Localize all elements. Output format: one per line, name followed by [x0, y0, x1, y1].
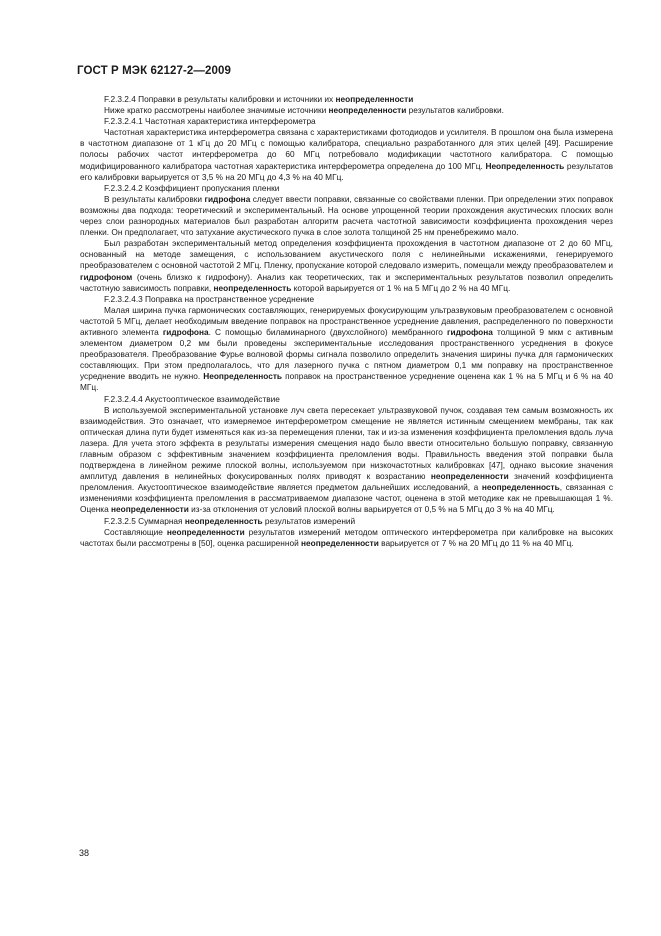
text-run: Малая ширина пучка гармонических составляющих, генерируемых фокусирующим ультразвуковым преобразователем с основной частотой 5 МГц, делает необходимым введение поправок на пространственное усреднение давления, распределенного по поверхности активного элемента: [80, 304, 613, 337]
text-run: которой варьируется от 1 % на 5 МГц до 2 % на 40 МГц.: [291, 282, 511, 293]
paragraph: [80, 305, 613, 394]
paragraph: [80, 405, 613, 516]
text-run: значений коэффициента преломления. Акустооптическое взаимодействие является предметом дальнейших исследований, а: [80, 471, 613, 493]
text-run: . С помощью биламинарного (двухслойного) мембранного: [208, 326, 448, 337]
bold-term: Неопределенность: [203, 371, 283, 382]
bold-term: гидрофона: [204, 193, 251, 204]
text-run: , связанная с изменениями коэффициента преломления в рассматриваемом диапазоне частот, оценена в этой методике как не превышающая 1 %. Оценка: [80, 482, 613, 515]
section-heading: [80, 516, 613, 527]
section-heading: [80, 183, 613, 194]
text-run: Составляющие: [104, 526, 167, 537]
text-run: Частотная характеристика интерферометра связана с характеристиками фотодиодов и усилителя. В прошлом она была измерена в частотном диапазоне от 1 кГц до 20 МГц с помощью калибратора, специально разработанного для этих целей [49]. Расширение полосы рабочих частот интерферометра до 60 МГц потребовало модификации частотного калибратора. С помощью модифицированного калибратора частотная характеристика интерферометра определена до 100 МГц.: [80, 127, 613, 171]
text-run: поправок на пространственное усреднение оценена как 1 % на 5 МГц и 6 % на 40 МГц.: [80, 371, 613, 393]
bold-term: неопределенности: [301, 537, 379, 548]
bold-term: неопределенности: [328, 105, 407, 116]
text-run: F.2.3.2.5 Суммарная: [104, 515, 185, 526]
paragraph: [80, 127, 613, 182]
text-run: F.2.3.2.4 Поправки в результаты калибровки и источники их: [104, 94, 336, 104]
text-run: Был разработан экспериментальный метод определения коэффициента прохождения в частотном диапазоне от 2 до 60 МГц, основанный на методе замещения, с использованием акустического поля с нелинейными искажениями, генерируемого преобразователем с основной частотой 2 МГц. Пленку, пропускание которой следовало измерить, помещали между преобразователем и: [80, 238, 613, 271]
text-run: результатов измерений: [262, 515, 356, 526]
text-run: варьируется от 7 % на 20 МГц до 11 % на 40 МГц.: [378, 537, 574, 548]
section-heading: [80, 116, 613, 127]
text-run: результатов калибровки.: [406, 105, 504, 116]
text-run: F.2.3.2.4.2 Коэффициент пропускания пленки: [104, 182, 280, 193]
text-run: из-за отклонения от условий плоской волны варьируется от 0,5 % на 5 МГц до 3 % на 40 МГц.: [188, 504, 555, 515]
bold-term: неопределенности: [335, 94, 414, 104]
paragraph: [80, 194, 613, 238]
text-run: F.2.3.2.4.1 Частотная характеристика интерферометра: [104, 116, 316, 127]
document-body: [80, 94, 613, 549]
section-heading: [80, 394, 613, 405]
bold-term: гидрофоном: [80, 271, 133, 282]
bold-term: неопределенности: [166, 526, 245, 537]
bold-term: гидрофона: [162, 326, 209, 337]
text-run: результатов измерений методом оптического интерферометра при калибровке на высоких частотах были рассмотрены в [50], оценка расширенной: [80, 526, 613, 548]
text-run: В результаты калибровки: [104, 193, 205, 204]
text-run: результатов его калибровки варьируется от 3,5 % на 20 МГц до 4,3 % на 40 МГц.: [80, 160, 613, 182]
text-run: следует ввести поправки, связанные со свойствами пленки. При определении этих поправок возможны два подхода: теоретический и экспериментальный. На основе упрощенной теории прохождения акустических плоских волн через слои разнородных материалов был разработан алгоритм расчета частотной зависимости коэффициента прохождения через пленки. Он предполагает, что затухание акустического пучка в слое золота толщиной 25 нм пренебрежимо мало.: [80, 193, 613, 238]
bold-term: неопределенности: [430, 471, 509, 482]
text-run: (очень близко к гидрофону). Анализ как теоретических, так и экспериментальных результатов позволил определить частотную зависимость поправки,: [80, 271, 613, 293]
page-number: 38: [79, 848, 90, 858]
text-run: Ниже кратко рассмотрены наиболее значимые источники: [104, 105, 329, 116]
bold-term: гидрофона: [447, 326, 493, 337]
paragraph: [80, 105, 613, 116]
text-run: F.2.3.2.4.3 Поправка на пространственное усреднение: [104, 293, 315, 304]
bold-term: неопределенность: [481, 482, 560, 493]
bold-term: неопределенность: [184, 515, 263, 526]
section-heading: [80, 294, 613, 305]
section-heading: [80, 94, 613, 105]
paragraph: [80, 238, 613, 293]
bold-term: Неопределенность: [485, 160, 565, 171]
text-run: толщиной 9 мкм с активным элементом диаметром 0,2 мм были проведены экспериментальные исследования пространственного усреднения в фокусе преобразователя. Преобразование Фурье волновой формы сигнала позволило определить значения ширины пучка для гармонических составляющих. При этом предполагалось, что для лазерного пучка с пятном диаметром 0,1 мм поправку на пространственное усреднение вводить не нужно.: [80, 326, 613, 382]
paragraph: [80, 527, 613, 549]
bold-term: неопределенности: [111, 504, 189, 515]
text-run: В используемой экспериментальной установке луч света пересекает ультразвуковой пучок, создавая тем самым возможность их взаимодействия. Это означает, что измеряемое интерферометром смещение не является истинным смещением мембраны, так как оптическая длина пути будет изменяться как из-за перемещения пленки, так и из-за изменения коэффициента преломления вдоль луча лазера. Для учета этого эффекта в результаты измерения смещения надо было ввести относительно большую поправку, связанную главным образом с эффективным значением коэффициента преломления воды. Правильность введения этой поправки была подтверждена в линейном режиме плоской волны, используемом при низкочастотных калибровках [47], однако высокие значения амплитуд давления в нелинейных фокусированных полях приводят к возрастанию: [80, 404, 613, 482]
bold-term: неопределенность: [213, 282, 292, 293]
text-run: F.2.3.2.4.4 Акустооптическое взаимодействие: [104, 393, 280, 404]
document-header: ГОСТ Р МЭК 62127-2—2009: [77, 65, 231, 77]
